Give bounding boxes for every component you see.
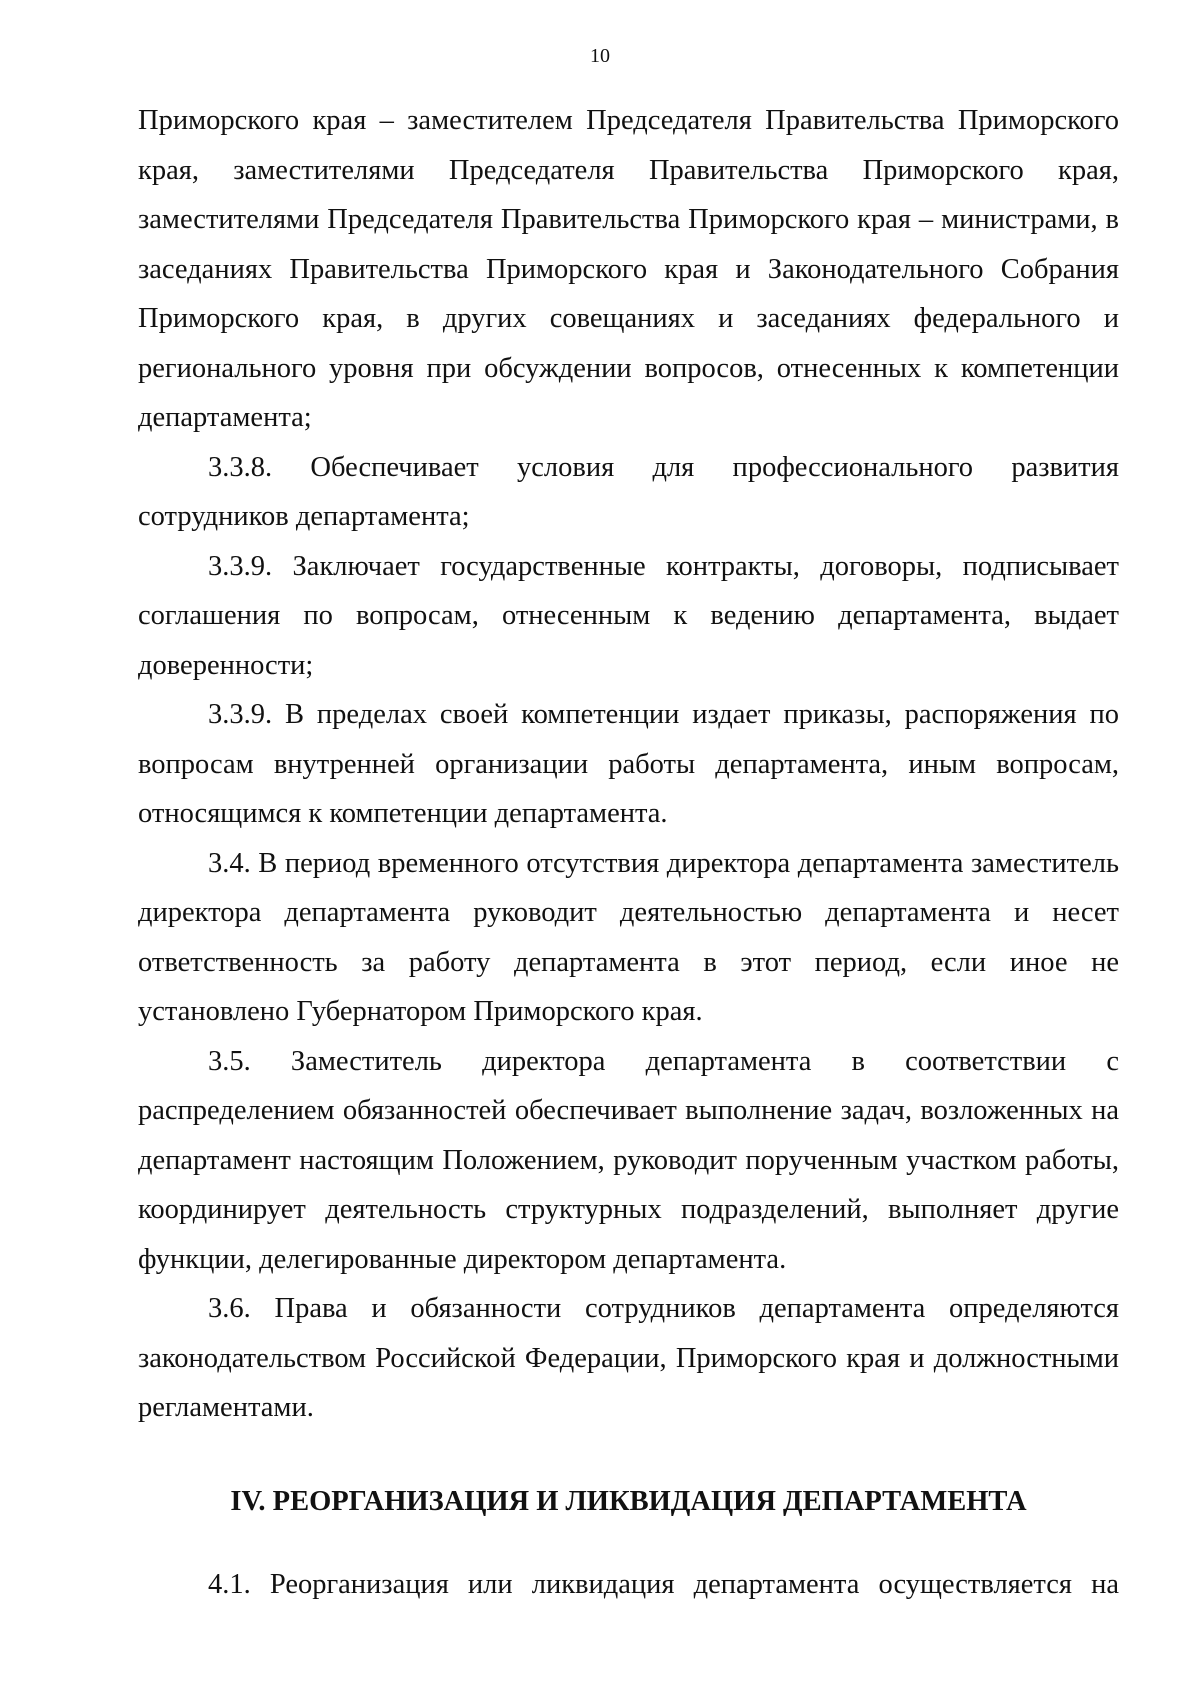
page-number: 10	[590, 45, 610, 67]
document-body	[138, 96, 1119, 1610]
paragraph-4-1: 4.1. Реорганизация или ликвидация департамента осуществляется на	[208, 1569, 1119, 1600]
paragraph-3-6: 3.6. Права и обязанности сотрудников департамента определяются законодательством Российской Федерации, Приморского края и должностными регламентами.	[138, 1293, 1119, 1423]
paragraph-3-5: 3.5. Заместитель директора департамента в соответствии с распределением обязанностей обеспечивает выполнение задач, возложенных на департамент настоящим Положением, руководит порученным участком работы, координирует деятельность структурных подразделений, выполняет другие функции, делегированные директором департамента.	[138, 1045, 1119, 1275]
paragraph-3-3-8: 3.3.8. Обеспечивает условия для профессионального развития сотрудников департамента;	[138, 451, 1119, 532]
paragraph-3-4: 3.4. В период временного отсутствия директора департамента заместитель директора департамента руководит деятельностью департамента и несет ответственность за работу департамента в этот период, если иное не установлено Губернатором Приморского края.	[138, 847, 1119, 1027]
paragraph-continuation: Приморского края – заместителем Председателя Правительства Приморского края, заместителями Председателя Правительства Приморского края, заместителями Председателя Правительства Приморского края – министрами, в заседаниях Правительства Приморского края и Законодательного Собрания Приморского края, в других совещаниях и заседаниях федерального и регионального уровня при обсуждении вопросов, отнесенных к компетенции департамента;	[138, 105, 1119, 433]
section-heading: IV. РЕОРГАНИЗАЦИЯ И ЛИКВИДАЦИЯ ДЕПАРТАМЕНТА	[230, 1485, 1027, 1517]
paragraph-3-3-9-contracts: 3.3.9. Заключает государственные контракты, договоры, подписывает соглашения по вопросам, отнесенным к ведению департамента, выдает доверенности;	[138, 550, 1119, 681]
paragraph-3-3-9-orders: 3.3.9. В пределах своей компетенции издает приказы, распоряжения по вопросам внутренней организации работы департамента, иным вопросам, относящимся к компетенции департамента.	[138, 699, 1119, 829]
